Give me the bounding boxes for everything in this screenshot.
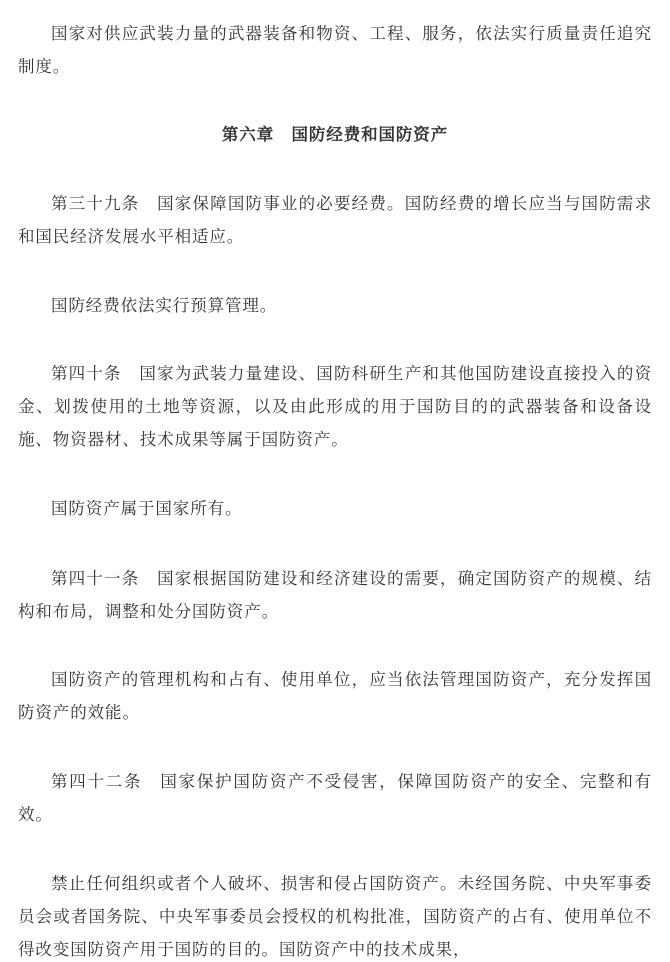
- article-42: 第四十二条 国家保护国防资产不受侵害，保障国防资产的安全、完整和有效。: [18, 772, 652, 824]
- chapter-title: 第六章 国防经费和国防资产: [221, 125, 449, 144]
- paragraph-asset-management: 国防资产的管理机构和占有、使用单位，应当依法管理国防资产，充分发挥国防资产的效能。: [18, 670, 652, 722]
- article-40: 第四十条 国家为武装力量建设、国防科研生产和其他国防建设直接投入的资金、划拨使用的土地等资源，以及由此形成的用于国防目的的武器装备和设备设施、物资器材、技术成果等属于国防资产。: [18, 364, 652, 449]
- paragraph-quality-responsibility: 国家对供应武装力量的武器装备和物资、工程、服务，依法实行质量责任追究制度。: [18, 24, 652, 76]
- paragraph-prohibition: 禁止任何组织或者个人破坏、损害和侵占国防资产。未经国务院、中央军事委员会或者国务院、中央军事委员会授权的机构批准，国防资产的占有、使用单位不得改变国防资产用于国防的目的。国防资产中的技术成果，: [18, 874, 652, 959]
- paragraph-state-ownership: 国防资产属于国家所有。: [51, 499, 243, 518]
- article-39: 第三十九条 国家保障国防事业的必要经费。国防经费的增长应当与国防需求和国民经济发展水平相适应。: [18, 194, 652, 246]
- paragraph-budget-management: 国防经费依法实行预算管理。: [51, 296, 278, 315]
- article-41: 第四十一条 国家根据国防建设和经济建设的需要，确定国防资产的规模、结构和布局，调整和处分国防资产。: [18, 569, 652, 621]
